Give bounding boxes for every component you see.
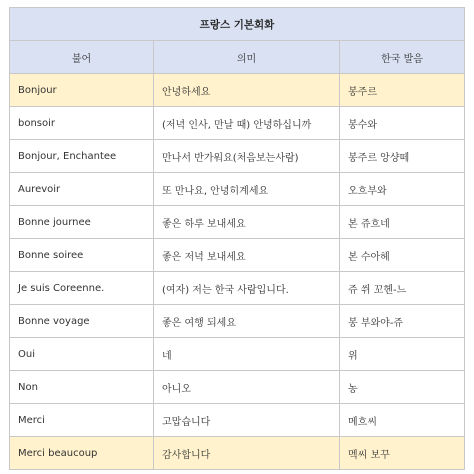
cell-french: Bonne journee — [10, 206, 154, 239]
table-row — [10, 437, 465, 470]
cell-french: bonsoir — [10, 107, 154, 140]
cell-meaning: 또 만나요, 안녕히계세요 — [154, 173, 340, 206]
cell-pronunciation: 쥬 쒸 꼬헨-느 — [340, 272, 465, 305]
cell-meaning: 좋은 여행 되세요 — [154, 305, 340, 338]
cell-meaning: 좋은 하루 보내세요 — [154, 206, 340, 239]
title-row — [10, 8, 465, 41]
table-row — [10, 272, 465, 305]
cell-meaning: 아니오 — [154, 371, 340, 404]
cell-pronunciation: 봉 부와야-쥬 — [340, 305, 465, 338]
cell-pronunciation: 위 — [340, 338, 465, 371]
cell-french: Bonne soiree — [10, 239, 154, 272]
cell-french: Merci — [10, 404, 154, 437]
cell-french: Bonjour, Enchantee — [10, 140, 154, 173]
cell-meaning: 좋은 저녁 보내세요 — [154, 239, 340, 272]
cell-meaning: (여자) 저는 한국 사람입니다. — [154, 272, 340, 305]
table-title: 프랑스 기본회화 — [10, 8, 465, 41]
cell-meaning: 네 — [154, 338, 340, 371]
cell-pronunciation: 봉주르 — [340, 74, 465, 107]
table-row — [10, 239, 465, 272]
cell-french: Aurevoir — [10, 173, 154, 206]
table-row — [10, 338, 465, 371]
table-row — [10, 371, 465, 404]
table-row — [10, 305, 465, 338]
cell-pronunciation: 멕씨 보꾸 — [340, 437, 465, 470]
cell-pronunciation: 농 — [340, 371, 465, 404]
cell-meaning: 만나서 반가워요(처음보는사람) — [154, 140, 340, 173]
table-row — [10, 404, 465, 437]
cell-french: Non — [10, 371, 154, 404]
cell-meaning: 안녕하세요 — [154, 74, 340, 107]
header-pronunciation: 한국 발음 — [340, 41, 465, 74]
table-row — [10, 107, 465, 140]
cell-pronunciation: 본 쥬흐네 — [340, 206, 465, 239]
cell-meaning: 고맙습니다 — [154, 404, 340, 437]
cell-meaning: 감사합니다 — [154, 437, 340, 470]
header-french: 불어 — [10, 41, 154, 74]
cell-pronunciation: 메흐씨 — [340, 404, 465, 437]
cell-pronunciation: 봉수와 — [340, 107, 465, 140]
table-row — [10, 173, 465, 206]
cell-pronunciation: 봉주르 앙샹떼 — [340, 140, 465, 173]
table-row — [10, 206, 465, 239]
cell-pronunciation: 오흐부와 — [340, 173, 465, 206]
header-row — [10, 41, 465, 74]
cell-french: Bonne voyage — [10, 305, 154, 338]
cell-french: Bonjour — [10, 74, 154, 107]
cell-french: Merci beaucoup — [10, 437, 154, 470]
table-body — [10, 74, 465, 470]
cell-french: Oui — [10, 338, 154, 371]
table-row — [10, 74, 465, 107]
cell-pronunciation: 본 수아헤 — [340, 239, 465, 272]
cell-meaning: (저녁 인사, 만날 때) 안녕하십니까 — [154, 107, 340, 140]
header-meaning: 의미 — [154, 41, 340, 74]
table-row — [10, 140, 465, 173]
french-phrases-table — [9, 7, 465, 470]
cell-french: Je suis Coreenne. — [10, 272, 154, 305]
